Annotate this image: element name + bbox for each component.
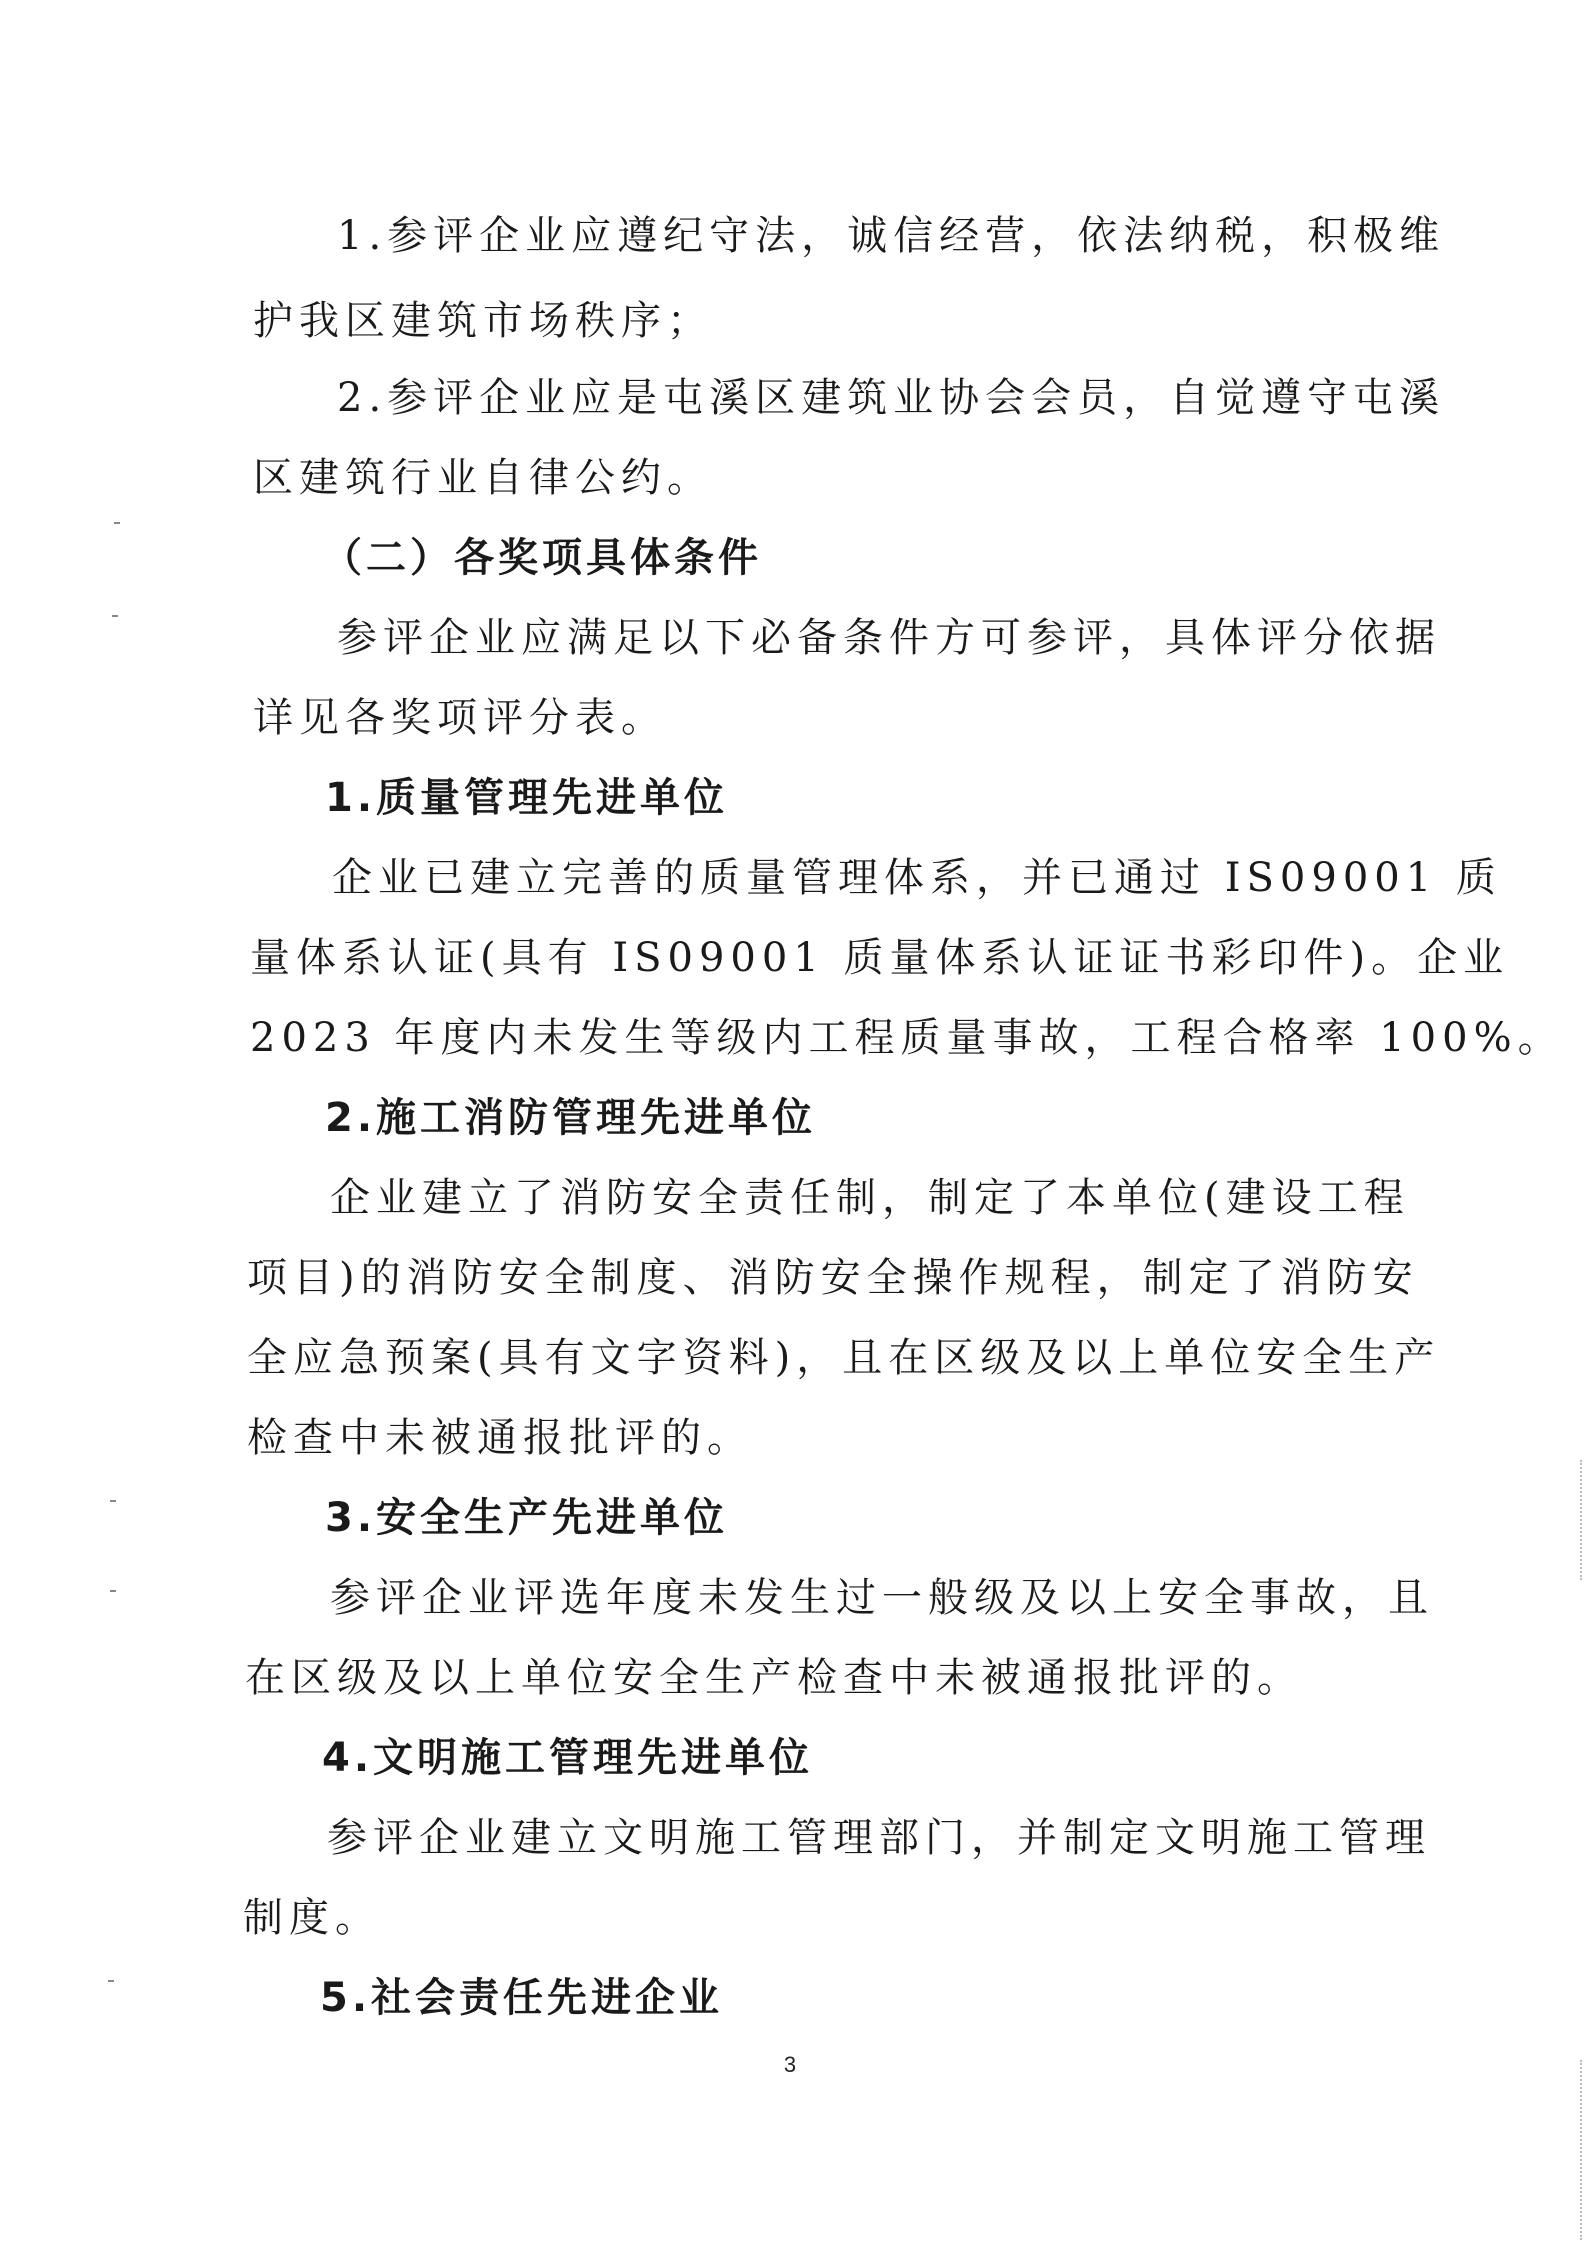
paragraph-line: 详见各奖项评分表。 [253,695,667,741]
scan-speck [108,1980,114,1982]
paragraph-line: 制度。 [243,1895,381,1941]
scan-speck [112,615,118,617]
paragraph-line: 2.参评企业应是屯溪区建筑业协会会员，自觉遵守屯溪 [337,375,1446,421]
paragraph-line: 参评企业建立文明施工管理部门，并制定文明施工管理 [327,1815,1431,1861]
subsection-heading: 1.质量管理先进单位 [325,775,729,821]
subsection-heading: 2.施工消防管理先进单位 [325,1095,817,1141]
paragraph-line: 全应急预案(具有文字资料)，且在区级及以上单位安全生产 [247,1335,1441,1381]
paragraph-line: 区建筑行业自律公约。 [253,455,713,501]
scan-edge-marks [1580,2060,1584,2240]
subsection-heading: 3.安全生产先进单位 [325,1495,729,1541]
paragraph-line: 企业建立了消防安全责任制，制定了本单位(建设工程 [330,1175,1410,1221]
paragraph-line: 参评企业评选年度未发生过一般级及以上安全事故，且 [330,1575,1434,1621]
subsection-heading: 4.文明施工管理先进单位 [322,1735,814,1781]
paragraph-line: 护我区建筑市场秩序； [253,298,713,344]
paragraph-line: 量体系认证(具有 IS09001 质量体系认证证书彩印件)。企业 [250,935,1510,981]
scan-speck [114,522,120,524]
paragraph-line: 在区级及以上单位安全生产检查中未被通报批评的。 [245,1655,1303,1701]
scan-speck [110,1500,116,1502]
page-number: 3 [783,2052,797,2077]
subsection-heading: 5.社会责任先进企业 [320,1975,724,2021]
paragraph-line: 2023 年度内未发生等级内工程质量事故，工程合格率 100%。 [250,1015,1564,1061]
paragraph-line: 参评企业应满足以下必备条件方可参评，具体评分依据 [337,615,1441,661]
paragraph-line: 项目)的消防安全制度、消防安全操作规程，制定了消防安 [247,1255,1419,1301]
section-heading: （二）各奖项具体条件 [322,535,762,581]
paragraph-line: 检查中未被通报批评的。 [247,1415,753,1461]
scan-edge-marks [1580,1460,1584,1580]
scan-speck [110,1590,116,1592]
paragraph-line: 企业已建立完善的质量管理体系，并已通过 IS09001 质 [332,855,1502,901]
paragraph-line: 1.参评企业应遵纪守法，诚信经营，依法纳税，积极维 [337,213,1446,259]
